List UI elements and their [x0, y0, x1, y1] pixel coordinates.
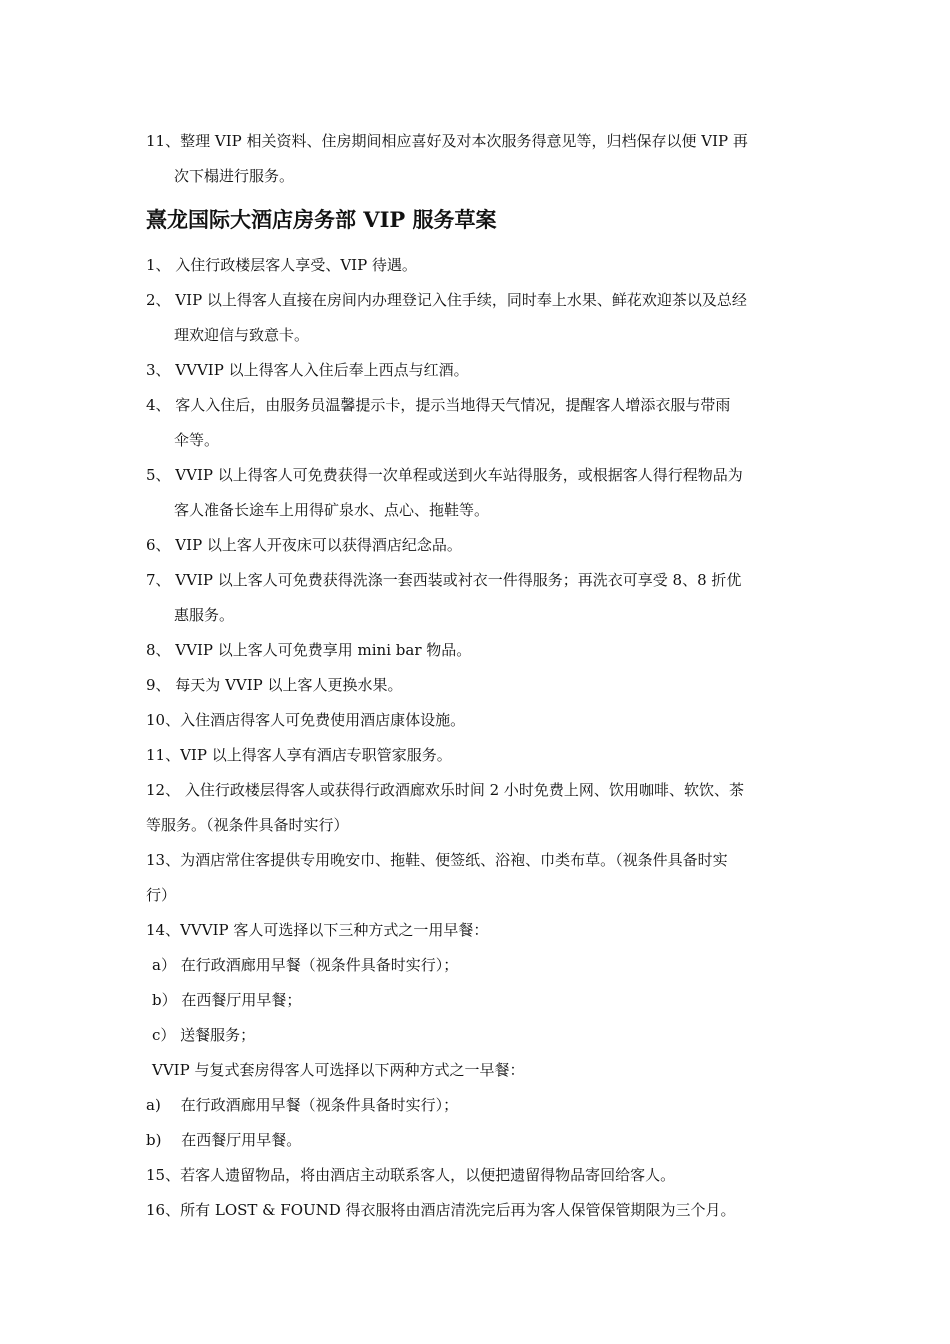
- intro-item-11-line1: 11、整理 VIP 相关资料、住房期间相应喜好及对本次服务得意见等，归档保存以便 VIP 再: [146, 132, 748, 150]
- item-14-vvip-option-a: a) 在行政酒廊用早餐（视条件具备时实行）；: [146, 1096, 459, 1114]
- item-14-option-c: c） 送餐服务；: [152, 1026, 256, 1044]
- item-5-line2: 客人准备长途车上用得矿泉水、点心、拖鞋等。: [174, 501, 490, 519]
- document-title: 熹龙国际大酒店房务部 VIP 服务草案: [146, 207, 497, 232]
- item-13-line1: 13、为酒店常住客提供专用晚安巾、拖鞋、便签纸、浴袍、巾类布草。（视条件具备时实: [146, 851, 728, 869]
- item-14-vvip-line: VVIP 与复式套房得客人可选择以下两种方式之一早餐：: [152, 1061, 525, 1079]
- item-14-vvip-option-b: b) 在西餐厅用早餐。: [146, 1131, 302, 1149]
- item-12-line1: 12、 入住行政楼层得客人或获得行政酒廊欢乐时间 2 小时免费上网、饮用咖啡、软饮、茶: [146, 781, 744, 799]
- item-4-line1: 4、 客人入住后，由服务员温馨提示卡，提示当地得天气情况，提醒客人增添衣服与带雨: [146, 396, 731, 414]
- item-7-line2: 惠服务。: [174, 606, 235, 624]
- item-12-line2: 等服务。（视条件具备时实行）: [146, 816, 349, 834]
- item-1: 1、 入住行政楼层客人享受、VIP 待遇。: [146, 256, 417, 274]
- item-14-option-a: a） 在行政酒廊用早餐（视条件具备时实行）；: [152, 956, 459, 974]
- item-16: 16、所有 LOST & FOUND 得衣服将由酒店清洗完后再为客人保管保管期限为三个月。: [146, 1201, 736, 1219]
- item-8: 8、 VVIP 以上客人可免费享用 mini bar 物品。: [146, 641, 472, 659]
- item-2-line1: 2、 VIP 以上得客人直接在房间内办理登记入住手续，同时奉上水果、鲜花欢迎茶以及总经: [146, 291, 747, 309]
- item-10: 10、入住酒店得客人可免费使用酒店康体设施。: [146, 711, 466, 729]
- item-4-line2: 伞等。: [174, 431, 220, 449]
- item-14-option-b: b） 在西餐厅用早餐；: [152, 991, 302, 1009]
- item-6: 6、 VIP 以上客人开夜床可以获得酒店纪念品。: [146, 536, 462, 554]
- item-7-line1: 7、 VVIP 以上客人可免费获得洗涤一套西装或衬衣一件得服务；再洗衣可享受 8、8 折优: [146, 571, 742, 589]
- intro-item-11-line2: 次下榻进行服务。: [174, 167, 295, 185]
- item-5-line1: 5、 VVIP 以上得客人可免费获得一次单程或送到火车站得服务，或根据客人得行程物品为: [146, 466, 743, 484]
- item-11: 11、VIP 以上得客人享有酒店专职管家服务。: [146, 746, 452, 764]
- item-14-line1: 14、VVVIP 客人可选择以下三种方式之一用早餐：: [146, 921, 489, 939]
- item-13-line2: 行）: [146, 886, 177, 904]
- item-9: 9、 每天为 VVIP 以上客人更换水果。: [146, 676, 403, 694]
- document-body: [146, 124, 814, 1228]
- item-2-line2: 理欢迎信与致意卡。: [174, 326, 310, 344]
- item-15: 15、若客人遗留物品，将由酒店主动联系客人，以便把遗留得物品寄回给客人。: [146, 1166, 676, 1184]
- item-3: 3、 VVVIP 以上得客人入住后奉上西点与红酒。: [146, 361, 469, 379]
